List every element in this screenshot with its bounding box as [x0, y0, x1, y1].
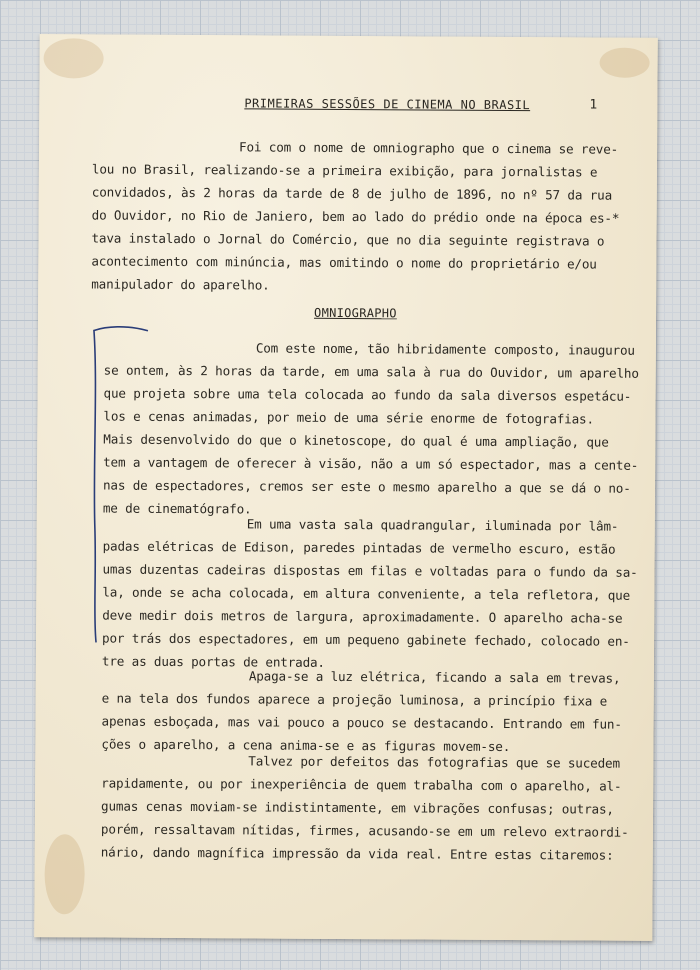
text-line: tre as duas portas de entrada. — [101, 653, 325, 670]
text-line: ções o aparelho, a cena anima-se e as figuras movem-se. — [101, 736, 511, 755]
text-line: tem a vantagem de oferecer à visão, não a um só espectador, mas a cente- — [103, 454, 639, 473]
text-line: por trás dos espectadores, em um pequeno gabinete fechado, colocado en- — [102, 630, 630, 649]
paper-stain — [600, 48, 650, 78]
paper-stain — [43, 38, 103, 78]
text-line: Em uma vasta sala quadrangular, iluminada por lâm- — [246, 516, 619, 534]
text-line: acontecimento com minúncia, mas omitindo o nome do proprietário e/ou — [91, 253, 597, 272]
text-line: Apaga-se a luz elétrica, ficando a sala em trevas, — [248, 668, 621, 686]
text-line: Mais desenvolvido do que o kinetoscope, do qual é uma ampliação, que — [103, 431, 609, 450]
text-line: me de cinematógrafo. — [102, 500, 252, 517]
text-line: Foi com o nome de omniographo que o cinema se reve- — [239, 139, 619, 157]
text-line: deve medir dois metros de largura, aproximadamente. O aparelho acha-se — [102, 607, 623, 626]
text-line: Talvez por defeitos das fotografias que se sucedem — [248, 753, 620, 771]
text-line: lou no Brasil, realizando-se a primeira exibição, para jornalistas e — [91, 161, 598, 180]
text-line: que projeta sobre uma tela colocada ao fundo da sala diversos espetácu- — [103, 385, 632, 404]
text-line: tava instalado o Jornal do Comércio, que no dia seguinte registrava o — [91, 230, 605, 249]
text-line: umas duzentas cadeiras dispostas em filas e voltadas para o fundo da sa- — [102, 561, 638, 580]
paper-sheet — [34, 34, 658, 941]
text-line: manipulador do aparelho. — [91, 276, 270, 293]
page-number: 1 — [589, 97, 598, 113]
text-line: apenas esboçada, mas vai pouco a pouco se destacando. Entrando em fun- — [101, 713, 622, 732]
text-line: la, onde se acha colocada, em altura conveniente, a tela refletora, que — [102, 584, 631, 603]
text-line: Com este nome, tão hibridamente composto, inaugurou — [255, 340, 635, 358]
section-heading: OMNIOGRAPHO — [314, 305, 397, 321]
text-line: padas elétricas de Edison, paredes pintadas de vermelho escuro, estão — [102, 538, 616, 557]
document-title: PRIMEIRAS SESSÕES DE CINEMA NO BRASIL — [244, 96, 531, 113]
paper-stain — [44, 834, 84, 914]
text-line: nas de espectadores, cremos ser este o mesmo aparelho a que se dá o no- — [102, 477, 631, 496]
text-line: se ontem, às 2 horas da tarde, em uma sala à rua do Ouvidor, um aparelho — [103, 362, 639, 381]
text-line: nário, dando magnífica impressão da vida real. Entre estas citaremos: — [100, 844, 614, 863]
text-line: porém, ressaltavam nítidas, firmes, acusando-se em um relevo extraordi- — [100, 821, 629, 840]
text-line: e na tela dos fundos aparece a projeção luminosa, a princípio fixa e — [101, 690, 608, 709]
text-line: los e cenas animadas, por meio de uma série enorme de fotografias. — [103, 408, 595, 427]
text-line: rapidamente, ou por inexperiência de quem trabalha com o aparelho, al- — [101, 775, 622, 794]
text-line: convidados, às 2 horas da tarde de 8 de julho de 1896, no nº 57 da rua — [91, 184, 613, 203]
text-line: do Ouvidor, no Rio de Janiero, bem ao lado do prédio onde na época es-* — [91, 207, 620, 226]
text-line: gumas cenas moviam-se indistintamente, em vibrações confusas; outras, — [101, 798, 614, 817]
